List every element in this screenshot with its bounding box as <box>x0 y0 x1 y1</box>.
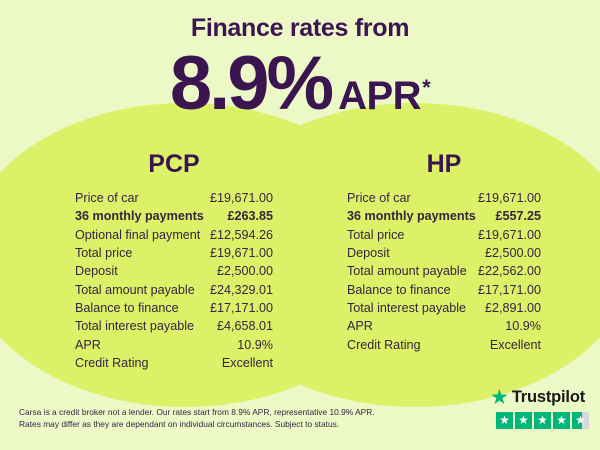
table-row <box>75 244 273 262</box>
row-label: 36 monthly payments <box>347 209 476 224</box>
trustpilot-wordmark: Trustpilot <box>511 387 585 406</box>
row-label: Credit Rating <box>75 355 149 370</box>
row-label: 36 monthly payments <box>75 209 204 224</box>
table-row <box>75 354 273 372</box>
row-value: 10.9% <box>237 337 273 352</box>
table-row <box>75 207 273 225</box>
row-value: £12,594.26 <box>209 227 273 242</box>
row-value: £2,500.00 <box>216 264 273 279</box>
trustpilot-logo <box>490 387 589 407</box>
table-row <box>347 226 541 244</box>
table-row <box>347 299 541 317</box>
row-value: £17,171.00 <box>209 300 273 315</box>
row-label: Deposit <box>347 246 390 261</box>
table-row <box>75 280 273 298</box>
rating-star: ★ <box>553 412 570 429</box>
row-value: £19,671.00 <box>209 246 273 261</box>
row-value: £22,562.00 <box>477 264 541 279</box>
table-row <box>75 317 273 335</box>
rating-star: ★ <box>534 412 551 429</box>
table-row <box>347 189 541 207</box>
rating-star: ★ <box>515 412 532 429</box>
row-value: £263.85 <box>227 209 273 224</box>
row-label: Total price <box>347 227 405 242</box>
row-value: £4,658.01 <box>216 319 273 334</box>
row-label: Total interest payable <box>347 300 467 315</box>
row-value: £19,671.00 <box>209 191 273 206</box>
rating-star: ★ <box>572 412 589 429</box>
row-label: Total interest payable <box>75 319 195 334</box>
row-value: Excellent <box>221 355 273 370</box>
disclaimer <box>19 406 449 430</box>
row-label: APR <box>347 319 373 334</box>
trustpilot-widget <box>490 387 589 429</box>
table-row <box>75 189 273 207</box>
hp-title: HP <box>426 150 462 178</box>
pcp-table <box>75 189 273 372</box>
row-value: £19,671.00 <box>477 227 541 242</box>
row-label: Balance to finance <box>75 300 179 315</box>
apr-label <box>338 74 430 119</box>
row-label: Optional final payment <box>75 227 201 242</box>
banner-title: Finance rates from <box>190 14 410 42</box>
table-row <box>347 244 541 262</box>
hp-table <box>347 189 541 354</box>
row-label: Credit Rating <box>347 337 421 352</box>
table-row <box>75 335 273 353</box>
row-value: £557.25 <box>495 209 541 224</box>
row-label: Deposit <box>75 264 118 279</box>
row-value: £2,891.00 <box>484 300 541 315</box>
table-row <box>75 262 273 280</box>
pcp-title: PCP <box>148 150 200 178</box>
row-label: Total amount payable <box>75 282 195 297</box>
row-label: Total amount payable <box>347 264 467 279</box>
table-row <box>75 226 273 244</box>
pcp-column <box>75 150 273 372</box>
row-value: £17,171.00 <box>477 282 541 297</box>
table-row <box>347 280 541 298</box>
table-row <box>347 207 541 225</box>
rate-value: 8.9% <box>169 41 332 126</box>
table-row <box>347 335 541 353</box>
table-row <box>347 317 541 335</box>
row-label: APR <box>75 337 101 352</box>
rating-star: ★ <box>496 412 513 429</box>
row-value: £19,671.00 <box>477 191 541 206</box>
row-value: £24,329.01 <box>209 282 273 297</box>
row-label: Balance to finance <box>347 282 451 297</box>
headline-rate <box>0 41 600 126</box>
apr-asterisk: * <box>422 75 431 101</box>
table-row <box>347 262 541 280</box>
apr-text: APR <box>338 74 422 118</box>
row-value: £2,500.00 <box>484 246 541 261</box>
disclaimer-line1: Carsa is a credit broker not a lender. Our rates start from 8.9% APR, representative 10.9% APR. <box>19 407 375 417</box>
row-value: 10.9% <box>505 319 541 334</box>
table-row <box>75 299 273 317</box>
disclaimer-line2: Rates may differ as they are dependant on individual circumstances. Subject to status. <box>19 419 340 429</box>
row-label: Total price <box>75 246 133 261</box>
row-label: Price of car <box>347 191 411 206</box>
row-label: Price of car <box>75 191 139 206</box>
trustpilot-star-icon: ★ <box>490 385 509 409</box>
hp-column <box>347 150 541 354</box>
trustpilot-rating-stars <box>496 412 589 429</box>
row-value: Excellent <box>489 337 541 352</box>
